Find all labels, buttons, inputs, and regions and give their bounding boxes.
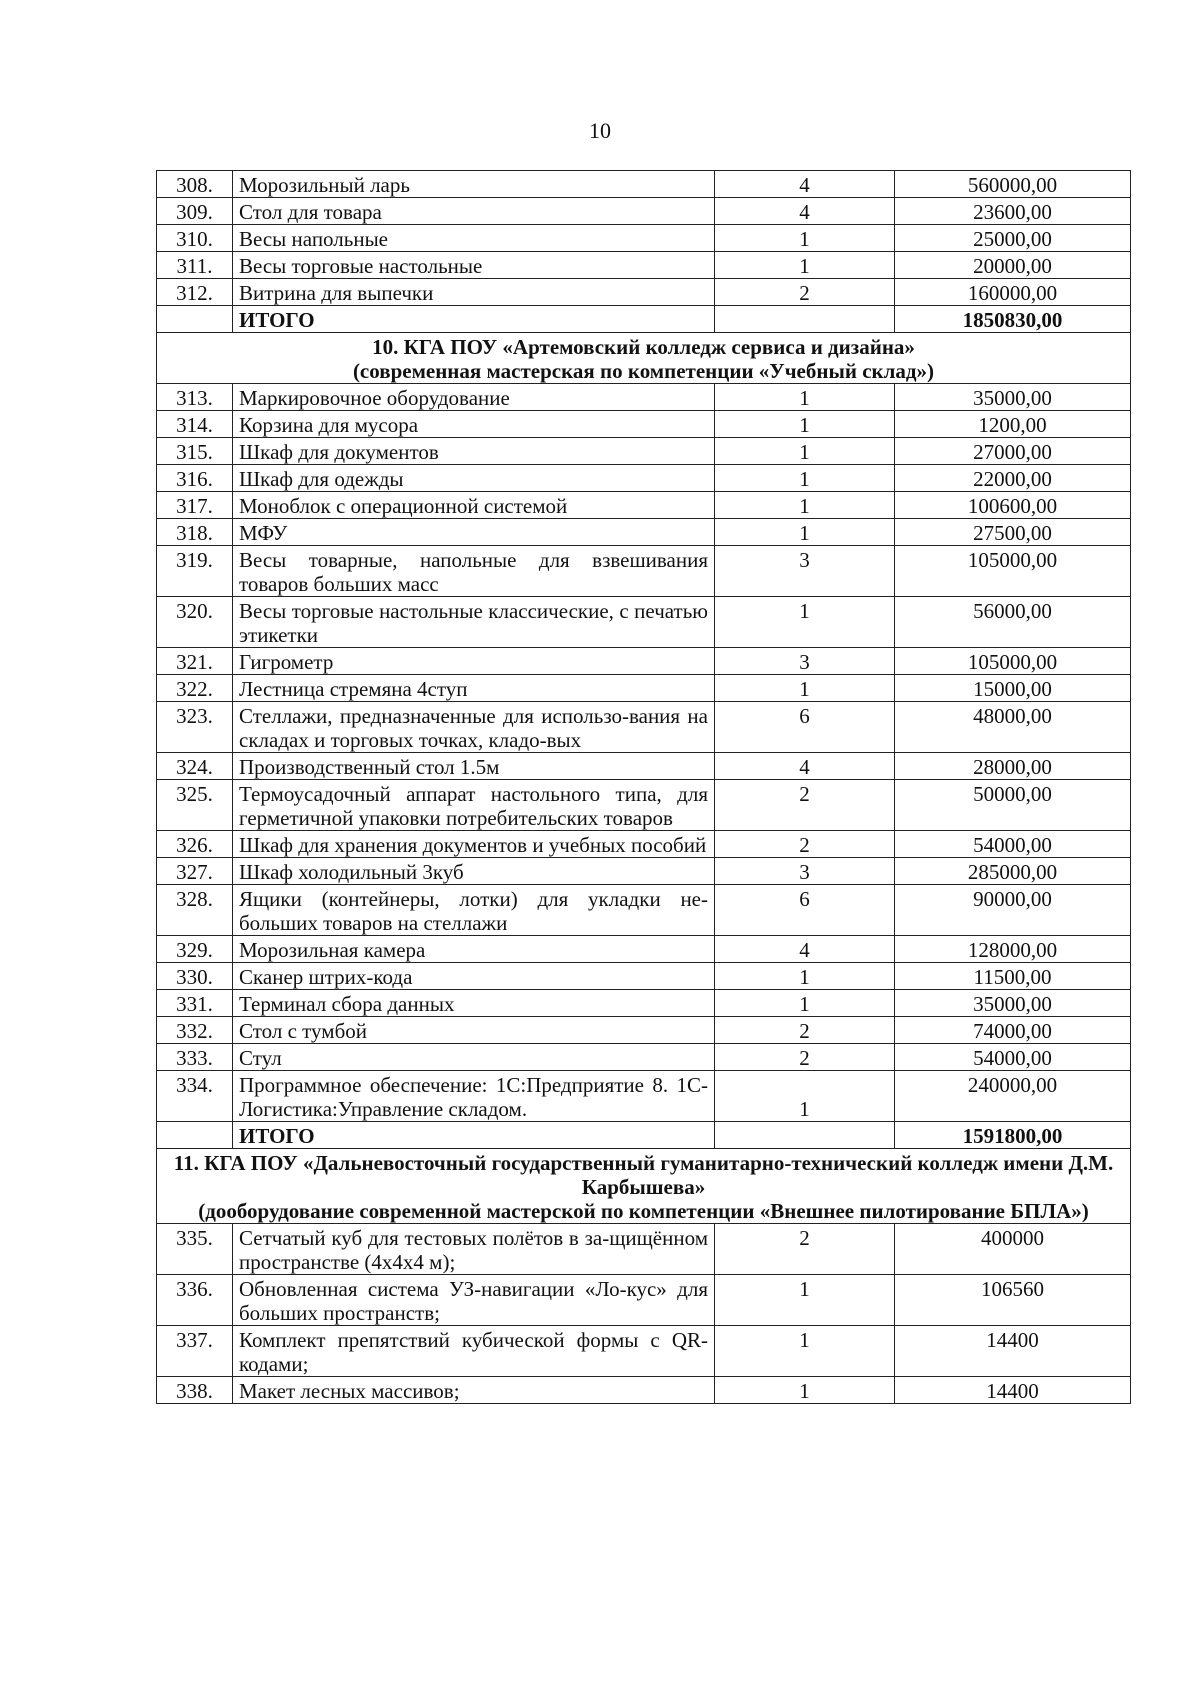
row-number: 325.	[157, 780, 233, 831]
table-row	[157, 831, 1131, 858]
item-name: МФУ	[233, 519, 715, 546]
table-row	[157, 438, 1131, 465]
table-row	[157, 546, 1131, 597]
table-row	[157, 936, 1131, 963]
item-price: 25000,00	[895, 225, 1131, 252]
item-name: Сканер штрих-кода	[233, 963, 715, 990]
item-price: 14400	[895, 1377, 1131, 1404]
item-price: 90000,00	[895, 885, 1131, 936]
row-number: 309.	[157, 198, 233, 225]
item-name: Комплект препятствий кубической формы с QR-кодами;	[233, 1326, 715, 1377]
item-name: Моноблок с операционной системой	[233, 492, 715, 519]
table-row	[157, 492, 1131, 519]
row-number: 336.	[157, 1275, 233, 1326]
item-quantity: 1	[715, 990, 895, 1017]
section-header-row	[157, 333, 1131, 384]
item-quantity: 1	[715, 597, 895, 648]
item-name: Сетчатый куб для тестовых полётов в за-щищённом пространстве (4х4х4 м);	[233, 1224, 715, 1275]
item-quantity: 1	[715, 963, 895, 990]
row-number: 313.	[157, 384, 233, 411]
row-number: 322.	[157, 675, 233, 702]
total-empty-cell	[715, 1122, 895, 1149]
item-price: 50000,00	[895, 780, 1131, 831]
item-name: Программное обеспечение: 1С:Предприятие 8. 1С-Логистика:Управление складом.	[233, 1071, 715, 1122]
row-number: 327.	[157, 858, 233, 885]
item-quantity: 6	[715, 702, 895, 753]
item-quantity: 1	[715, 411, 895, 438]
item-price: 56000,00	[895, 597, 1131, 648]
item-quantity: 1	[715, 1071, 895, 1122]
row-number: 308.	[157, 171, 233, 198]
table-row	[157, 411, 1131, 438]
equipment-table	[156, 170, 1131, 1404]
row-number: 312.	[157, 279, 233, 306]
item-quantity: 4	[715, 936, 895, 963]
table-row	[157, 753, 1131, 780]
item-name: Весы товарные, напольные для взвешивания товаров больших масс	[233, 546, 715, 597]
row-number: 335.	[157, 1224, 233, 1275]
item-quantity: 3	[715, 546, 895, 597]
table-row	[157, 675, 1131, 702]
item-quantity: 2	[715, 780, 895, 831]
item-price: 22000,00	[895, 465, 1131, 492]
item-name: Стол с тумбой	[233, 1017, 715, 1044]
item-name: Стеллажи, предназначенные для использо-вания на складах и торговых точках, кладо-вых	[233, 702, 715, 753]
total-price: 1850830,00	[895, 306, 1131, 333]
table-row	[157, 702, 1131, 753]
item-price: 20000,00	[895, 252, 1131, 279]
item-quantity: 2	[715, 1224, 895, 1275]
table-row	[157, 384, 1131, 411]
item-price: 27500,00	[895, 519, 1131, 546]
item-price: 285000,00	[895, 858, 1131, 885]
row-number: 319.	[157, 546, 233, 597]
item-name: Ящики (контейнеры, лотки) для укладки не-больших товаров на стеллажи	[233, 885, 715, 936]
item-price: 35000,00	[895, 990, 1131, 1017]
item-price: 23600,00	[895, 198, 1131, 225]
item-name: Лестница стремяна 4ступ	[233, 675, 715, 702]
row-number: 311.	[157, 252, 233, 279]
item-quantity: 4	[715, 171, 895, 198]
item-name: Весы торговые настольные	[233, 252, 715, 279]
item-price: 74000,00	[895, 1017, 1131, 1044]
total-label: ИТОГО	[233, 306, 715, 333]
item-name: Стол для товара	[233, 198, 715, 225]
item-name: Шкаф для документов	[233, 438, 715, 465]
item-quantity: 6	[715, 885, 895, 936]
row-number: 310.	[157, 225, 233, 252]
page-number: 10	[589, 118, 611, 143]
row-number: 316.	[157, 465, 233, 492]
item-quantity: 2	[715, 1044, 895, 1071]
item-quantity: 1	[715, 1275, 895, 1326]
row-number: 333.	[157, 1044, 233, 1071]
row-number: 337.	[157, 1326, 233, 1377]
section-header-line: (современная мастерская по компетенции «Учебный склад»)	[352, 359, 935, 383]
table-row	[157, 225, 1131, 252]
row-number: 324.	[157, 753, 233, 780]
total-empty-cell	[157, 306, 233, 333]
item-quantity: 1	[715, 519, 895, 546]
table-row	[157, 198, 1131, 225]
table-row	[157, 519, 1131, 546]
section-header-line: 10. КГА ПОУ «Артемовский колледж сервиса и дизайна»	[372, 335, 915, 359]
section-header	[157, 333, 1131, 384]
total-price: 1591800,00	[895, 1122, 1131, 1149]
item-price: 27000,00	[895, 438, 1131, 465]
row-number: 321.	[157, 648, 233, 675]
row-number: 320.	[157, 597, 233, 648]
item-price: 160000,00	[895, 279, 1131, 306]
item-price: 48000,00	[895, 702, 1131, 753]
item-price: 560000,00	[895, 171, 1131, 198]
item-name: Морозильный ларь	[233, 171, 715, 198]
table-row	[157, 252, 1131, 279]
table-row	[157, 171, 1131, 198]
item-name: Корзина для мусора	[233, 411, 715, 438]
table-row	[157, 597, 1131, 648]
row-number: 318.	[157, 519, 233, 546]
row-number: 338.	[157, 1377, 233, 1404]
table-row	[157, 1224, 1131, 1275]
item-price: 128000,00	[895, 936, 1131, 963]
item-name: Стул	[233, 1044, 715, 1071]
table-row	[157, 1071, 1131, 1122]
row-number: 331.	[157, 990, 233, 1017]
table-row	[157, 279, 1131, 306]
total-empty-cell	[157, 1122, 233, 1149]
table-row	[157, 990, 1131, 1017]
item-name: Шкаф для одежды	[233, 465, 715, 492]
table-row	[157, 1017, 1131, 1044]
row-number: 328.	[157, 885, 233, 936]
item-quantity: 3	[715, 648, 895, 675]
item-quantity: 4	[715, 753, 895, 780]
total-label: ИТОГО	[233, 1122, 715, 1149]
row-number: 330.	[157, 963, 233, 990]
item-price: 54000,00	[895, 1044, 1131, 1071]
table-row	[157, 465, 1131, 492]
item-price: 105000,00	[895, 546, 1131, 597]
item-name: Термоусадочный аппарат настольного типа, для герметичной упаковки потребительских товаров	[233, 780, 715, 831]
item-quantity: 1	[715, 1326, 895, 1377]
item-quantity: 1	[715, 465, 895, 492]
item-price: 100600,00	[895, 492, 1131, 519]
item-quantity: 3	[715, 858, 895, 885]
item-name: Шкаф для хранения документов и учебных пособий	[233, 831, 715, 858]
total-empty-cell	[715, 306, 895, 333]
item-quantity: 1	[715, 1377, 895, 1404]
item-price: 105000,00	[895, 648, 1131, 675]
item-quantity: 2	[715, 1017, 895, 1044]
table-row	[157, 1044, 1131, 1071]
item-price: 240000,00	[895, 1071, 1131, 1122]
item-quantity: 1	[715, 492, 895, 519]
item-price: 28000,00	[895, 753, 1131, 780]
row-number: 314.	[157, 411, 233, 438]
item-name: Гигрометр	[233, 648, 715, 675]
item-name: Весы напольные	[233, 225, 715, 252]
row-number: 332.	[157, 1017, 233, 1044]
item-quantity: 1	[715, 438, 895, 465]
item-price: 15000,00	[895, 675, 1131, 702]
equipment-table-body	[157, 171, 1131, 1404]
item-quantity: 2	[715, 831, 895, 858]
item-price: 1200,00	[895, 411, 1131, 438]
item-name: Обновленная система УЗ-навигации «Ло-кус» для больших пространств;	[233, 1275, 715, 1326]
section-header	[157, 1149, 1131, 1224]
section-header-line: (дооборудование современной мастерской по компетенции «Внешнее пилотирование БПЛА»)	[198, 1199, 1089, 1223]
total-row	[157, 306, 1131, 333]
table-row	[157, 1377, 1131, 1404]
table-row	[157, 963, 1131, 990]
table-row	[157, 1326, 1131, 1377]
table-row	[157, 780, 1131, 831]
item-name: Терминал сбора данных	[233, 990, 715, 1017]
table-row	[157, 858, 1131, 885]
item-quantity: 1	[715, 252, 895, 279]
row-number: 334.	[157, 1071, 233, 1122]
item-price: 35000,00	[895, 384, 1131, 411]
item-price: 14400	[895, 1326, 1131, 1377]
item-quantity: 4	[715, 198, 895, 225]
item-name: Маркировочное оборудование	[233, 384, 715, 411]
item-quantity: 1	[715, 225, 895, 252]
item-quantity: 2	[715, 279, 895, 306]
table-row	[157, 648, 1131, 675]
item-price: 400000	[895, 1224, 1131, 1275]
item-name: Весы торговые настольные классические, с печатью этикетки	[233, 597, 715, 648]
item-price: 54000,00	[895, 831, 1131, 858]
section-header-line: 11. КГА ПОУ «Дальневосточный государственный гуманитарно-технический колледж имени Д.М. Карбышева»	[173, 1151, 1114, 1199]
item-name: Морозильная камера	[233, 936, 715, 963]
item-quantity: 1	[715, 675, 895, 702]
row-number: 323.	[157, 702, 233, 753]
row-number: 326.	[157, 831, 233, 858]
table-row	[157, 1275, 1131, 1326]
row-number: 315.	[157, 438, 233, 465]
table-row	[157, 885, 1131, 936]
item-price: 106560	[895, 1275, 1131, 1326]
section-header-row	[157, 1149, 1131, 1224]
item-name: Макет лесных массивов;	[233, 1377, 715, 1404]
total-row	[157, 1122, 1131, 1149]
item-name: Производственный стол 1.5м	[233, 753, 715, 780]
row-number: 329.	[157, 936, 233, 963]
item-price: 11500,00	[895, 963, 1131, 990]
row-number: 317.	[157, 492, 233, 519]
item-name: Витрина для выпечки	[233, 279, 715, 306]
item-quantity: 1	[715, 384, 895, 411]
item-name: Шкаф холодильный 3куб	[233, 858, 715, 885]
